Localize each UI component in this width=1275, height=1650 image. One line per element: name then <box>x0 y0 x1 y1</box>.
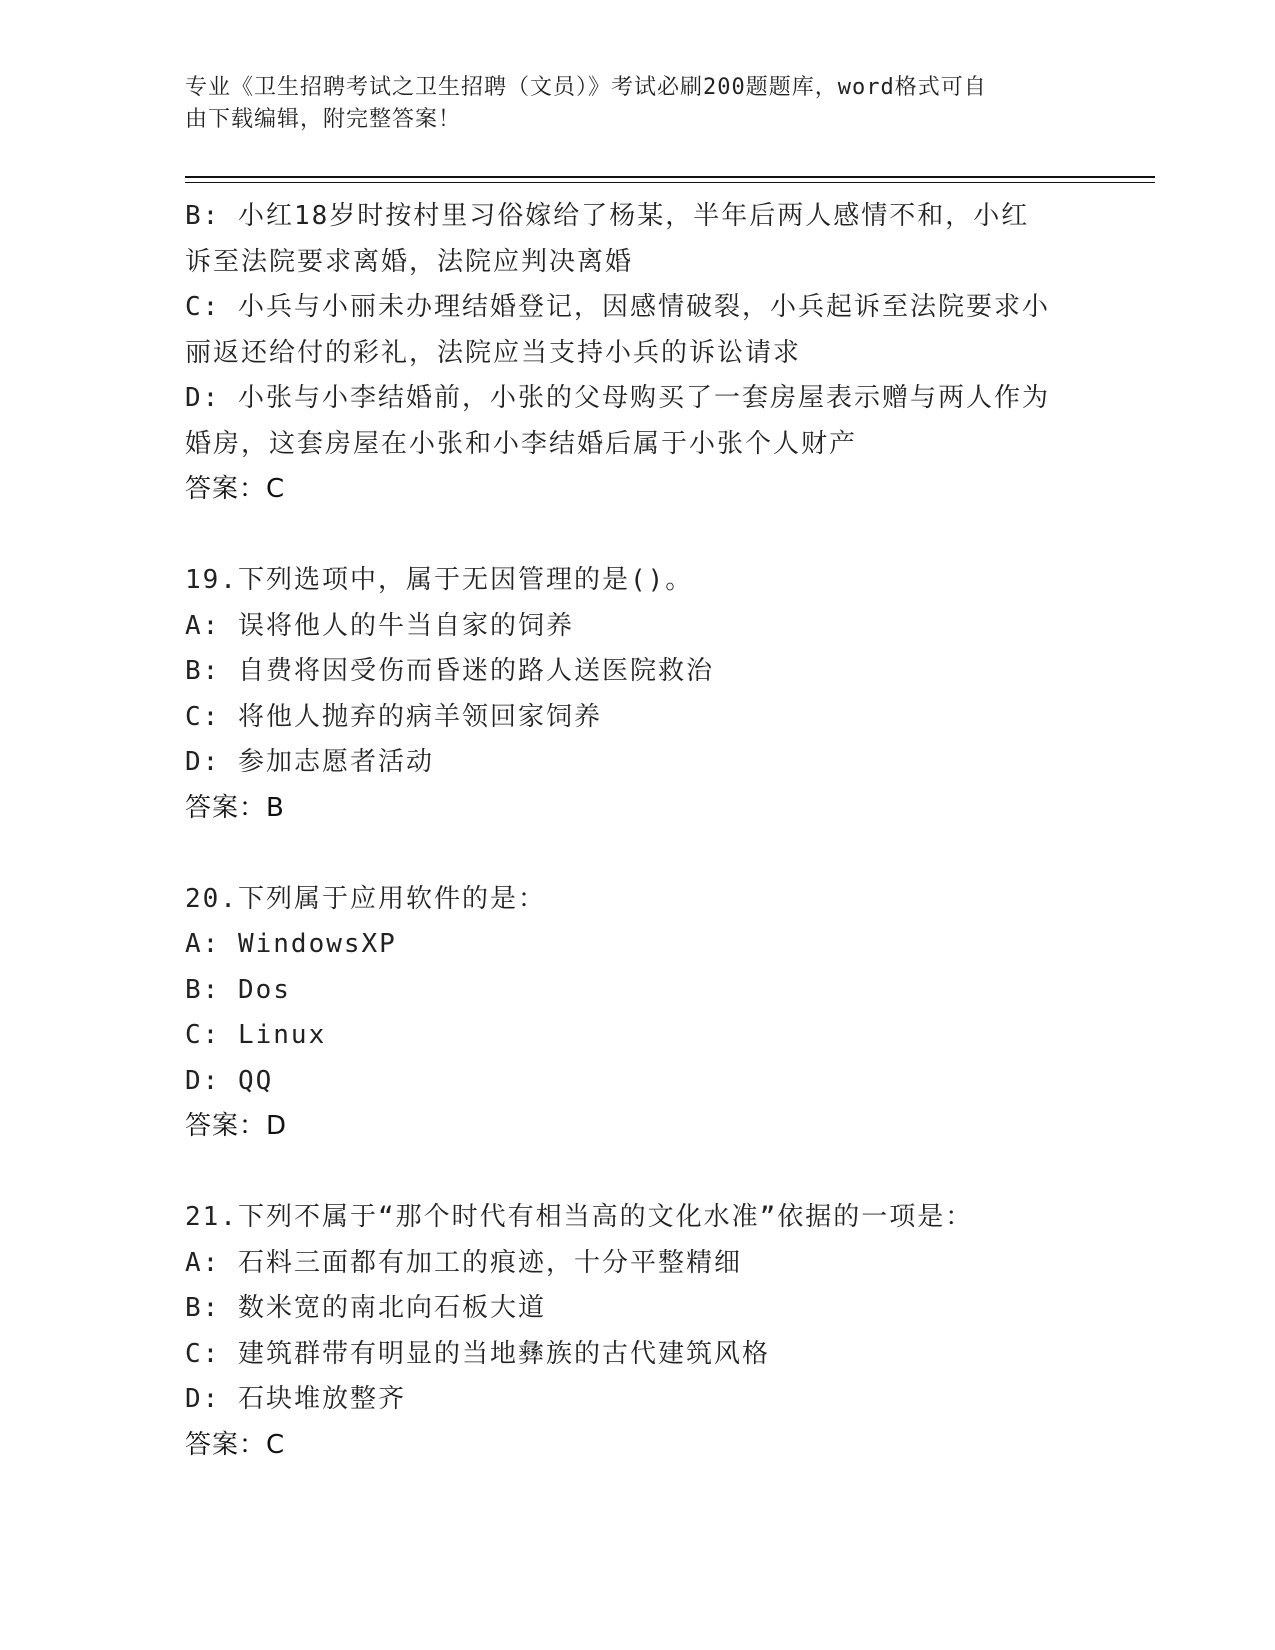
document-header <box>185 72 1065 136</box>
spacer <box>185 1150 1085 1196</box>
question-list <box>185 194 1085 1468</box>
option-c-line-2: 丽返还给付的彩礼，法院应当支持小兵的诉讼请求 <box>185 337 802 368</box>
option-c-line-1: C: 小兵与小丽未办理结婚登记，因感情破裂，小兵起诉至法院要求小 <box>185 292 1050 322</box>
option-c: C: 将他人抛弃的病羊领回家饲养 <box>185 701 602 732</box>
question-stem: 21.下列不属于“那个时代有相当高的文化水准”依据的一项是： <box>185 1202 974 1232</box>
header-divider-thin <box>185 182 1155 183</box>
spacer <box>185 513 1085 559</box>
option-d: D: QQ <box>185 1065 274 1096</box>
option-c: C: 建筑群带有明显的当地彝族的古代建筑风格 <box>185 1338 770 1369</box>
option-c: C: Linux <box>185 1020 327 1050</box>
option-d-line-2: 婚房，这套房屋在小张和小李结婚后属于小张个人财产 <box>185 428 858 459</box>
spacer <box>185 831 1085 877</box>
answer: 答案：B <box>185 792 285 823</box>
question-20 <box>185 877 1085 1150</box>
option-a: A: 石料三面都有加工的痕迹，十分平整精细 <box>185 1247 742 1278</box>
header-divider-thick <box>185 176 1155 178</box>
header-line-1: 专业《卫生招聘考试之卫生招聘（文员）》考试必刷200题题库，word格式可自 <box>185 75 987 100</box>
option-b: B: 自费将因受伤而昏迷的路人送医院救治 <box>185 656 714 686</box>
option-b: B: Dos <box>185 974 291 1005</box>
question-stem: 19.下列选项中，属于无因管理的是()。 <box>185 565 694 595</box>
question-21 <box>185 1195 1085 1468</box>
option-b: B: 数米宽的南北向石板大道 <box>185 1293 546 1323</box>
question-stem: 20.下列属于应用软件的是： <box>185 883 546 914</box>
option-d: D: 石块堆放整齐 <box>185 1384 406 1414</box>
question-19 <box>185 558 1085 831</box>
option-d-line-1: D: 小张与小李结婚前，小张的父母购买了一套房屋表示赠与两人作为 <box>185 383 1050 413</box>
option-b-line-1: B: 小红18岁时按村里习俗嫁给了杨某，半年后两人感情不和，小红 <box>185 201 1030 231</box>
option-d: D: 参加志愿者活动 <box>185 747 434 777</box>
question-18-continued <box>185 194 1085 513</box>
answer: 答案：C <box>185 1429 286 1460</box>
answer: 答案：C <box>185 474 286 504</box>
option-a: A: WindowsXP <box>185 929 397 959</box>
option-a: A: 误将他人的牛当自家的饲养 <box>185 610 574 641</box>
answer: 答案：D <box>185 1111 288 1141</box>
option-b-line-2: 诉至法院要求离婚，法院应判决离婚 <box>185 246 634 277</box>
header-line-2: 由下载编辑，附完整答案！ <box>185 107 462 132</box>
